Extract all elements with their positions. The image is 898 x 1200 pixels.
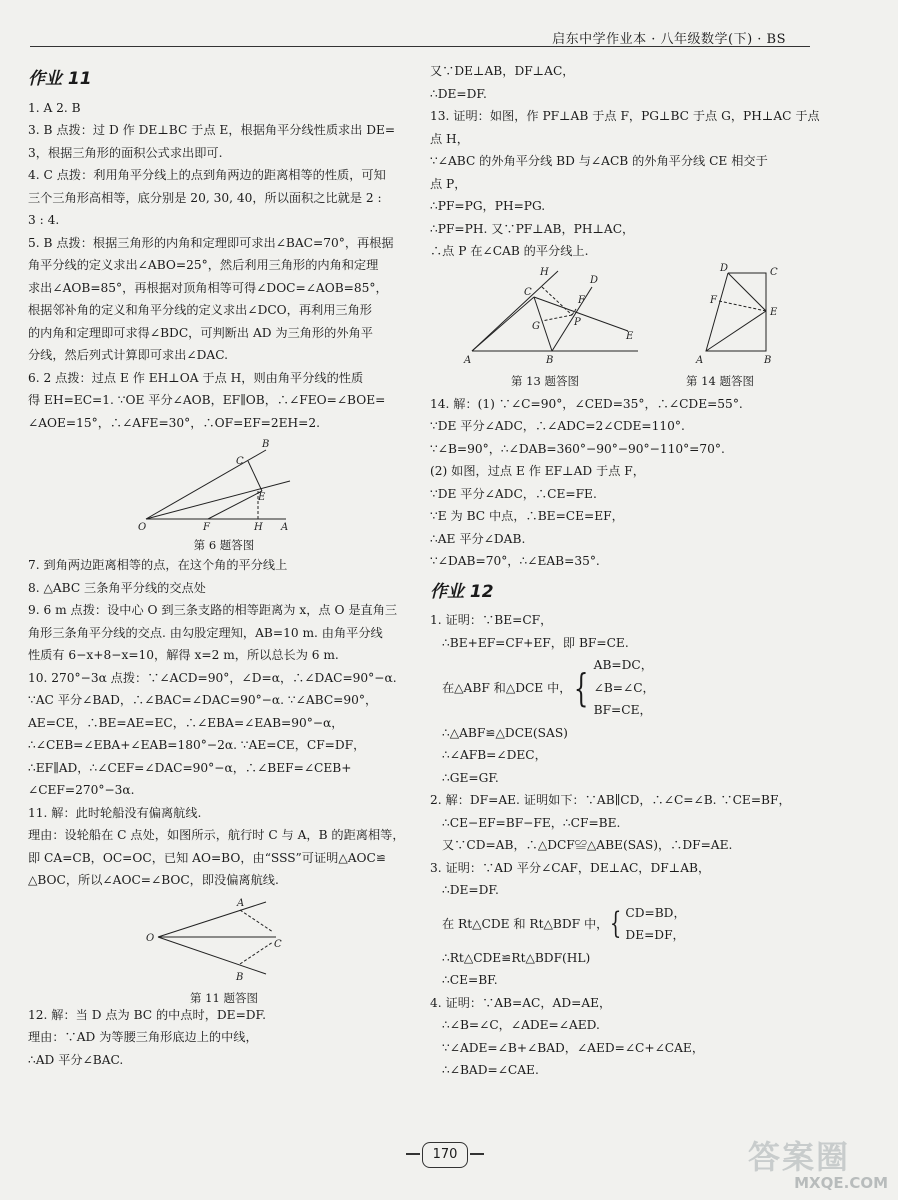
text-line: ∴AE 平分∠DAB. <box>430 531 526 546</box>
text-line: 理由：∵AD 为等腰三角形底边上的中线， <box>28 1030 258 1044</box>
fig14-label-d: D <box>720 262 729 274</box>
fig11-label-a: A <box>237 897 245 909</box>
text-line: ∵AC 平分∠BAD，∴∠BAC=∠DAC=90°−α. ∵∠ABC=90°， <box>28 693 378 707</box>
fig14-label-c: C <box>770 266 778 278</box>
fig6-label-b: B <box>262 439 270 450</box>
q3-line: ∴Rt△CDE≌Rt△BDF(HL) <box>442 950 591 965</box>
text-line: 性质有 6−x+8−x=10，解得 x=2 m，所以总长为 6 m. <box>28 648 339 662</box>
watermark-mark: 答案圈 <box>748 1138 851 1176</box>
fig13-label-a: A <box>464 354 472 366</box>
fig14-label-f: F <box>710 294 717 306</box>
page-header <box>30 22 810 47</box>
text-line: 的内角和定理即可求得∠BDC，可判断出 AD 为三角形的外角平 <box>28 325 373 340</box>
text-line: 1. A 2. B <box>28 100 81 115</box>
fig13-label-h: H <box>540 266 549 278</box>
fig6-label-o: O <box>138 522 147 533</box>
text-line: 点 H， <box>430 131 469 146</box>
text-line: 即 CA=CB，OC=OC，已知 AO=BO，由“SSS”可证明△AOC≌ <box>28 850 387 865</box>
q3-condition: CD=BD， <box>625 905 686 920</box>
text-line: 13. 证明：如图，作 PF⊥AB 于点 F，PG⊥BC 于点 G，PH⊥AC 于点 <box>430 109 820 123</box>
text-line: ∴∠CEB=∠EBA+∠EAB=180°−2α. ∵AE=CE，CF=DF， <box>28 738 366 752</box>
fig11-label-c: C <box>274 938 282 950</box>
fig13-label-b: B <box>546 354 554 366</box>
q1-condition: AB=DC， <box>593 658 653 672</box>
fig13-label-f: F <box>578 294 585 306</box>
answers-block-7-11 <box>28 554 420 892</box>
text-line: 4. 证明：∵AB=AC，AD=AE， <box>430 995 612 1010</box>
text-line: ∴∠BAD=∠CAE. <box>442 1063 539 1077</box>
fig13-label-d: D <box>590 274 599 286</box>
q1-system-label: 在△ABF 和△DCE 中， <box>442 680 572 695</box>
q3-line: ∴DE=DF. <box>442 883 499 897</box>
q1-condition: BF=CE， <box>593 703 652 717</box>
text-line: 分线，然后列式计算即可求出∠DAC. <box>28 348 228 362</box>
text-line: (2) 如图，过点 E 作 EF⊥AD 于点 F， <box>430 464 645 478</box>
fig6-label-e: E <box>258 492 266 503</box>
answers-block-12 <box>28 1004 420 1072</box>
text-line: 10. 270°−3α 点拨：∵∠ACD=90°，∠D=α，∴∠DAC=90°−α. <box>28 670 397 685</box>
text-line: 14. 解：(1) ∵∠C=90°，∠CED=35°，∴∠CDE=55°. <box>430 396 743 411</box>
text-line: 角形三条角平分线的交点. 由勾股定理知，AB=10 m. 由角平分线 <box>28 625 383 640</box>
figure-11 <box>28 892 420 1004</box>
text-line: ∴点 P 在∠CAB 的平分线上. <box>430 244 589 258</box>
text-line: 得 EH=EC=1. ∵OE 平分∠AOB，EF∥OB，∴∠FEO=∠BOE= <box>28 393 386 407</box>
figure-13-14-diagram <box>430 263 814 371</box>
fig11-label-o: O <box>146 932 155 944</box>
answers-block-12-13 <box>430 60 820 263</box>
fig14-label-e: E <box>770 306 778 318</box>
text-line: ∠CEF=270°−3α. <box>28 783 135 797</box>
text-line: 3 : 4. <box>28 213 60 227</box>
fig6-label-f: F <box>203 522 210 533</box>
fig6-label-a: A <box>281 522 289 533</box>
fig6-label-c: C <box>236 456 244 467</box>
text-line: 2. 解：DF=AE. 证明如下：∵AB∥CD，∴∠C=∠B. ∵CE=BF， <box>430 793 791 807</box>
text-line: ∵DE 平分∠ADC，∴∠ADC=2∠CDE=110°. <box>430 419 685 433</box>
text-line: 12. 解：当 D 点为 BC 的中点时，DE=DF. <box>28 1007 266 1022</box>
text-line: 根据邻补角的定义和角平分线的定义求出∠DCO，再利用三角形 <box>28 303 372 317</box>
figures-13-14 <box>430 263 814 393</box>
left-column <box>28 60 420 1071</box>
answer-12-4 <box>430 992 814 1082</box>
brace-symbol: { <box>610 906 622 941</box>
text-line: 又∵DE⊥AB，DF⊥AC， <box>430 64 575 78</box>
text-line: ∴AD 平分∠BAC. <box>28 1052 124 1067</box>
fig13-label-g: G <box>532 320 540 332</box>
answers-block-14 <box>430 393 814 573</box>
figure-13-caption: 第 13 题答图 <box>511 374 579 388</box>
text-line: 三个三角形高相等，底分别是 20, 30, 40，所以面积之比就是 2 : <box>28 190 382 205</box>
text-line: 角平分线的定义求出∠ABO=25°，然后利用三角形的内角和定理 <box>28 258 379 272</box>
text-line: ∵DE 平分∠ADC，∴CE=FE. <box>430 486 597 501</box>
figure-14-caption: 第 14 题答图 <box>686 374 754 388</box>
q1-system <box>430 654 814 722</box>
text-line: 5. B 点拨：根据三角形的内角和定理即可求出∠BAC=70°，再根据 <box>28 235 394 250</box>
answer-12-3 <box>430 857 814 992</box>
text-line: ∴PF=PG，PH=PG. <box>430 199 546 213</box>
section-title-11: 作业 11 <box>28 69 92 89</box>
fig13-label-p: P <box>574 316 581 328</box>
text-line: ∵∠DAB=70°，∴∠EAB=35°. <box>430 554 600 568</box>
text-line: 7. 到角两边距离相等的点，在这个角的平分线上 <box>28 558 288 572</box>
text-line: ∵∠ADE=∠B+∠BAD，∠AED=∠C+∠CAE， <box>442 1040 705 1055</box>
text-line: 6. 2 点拨：过点 E 作 EH⊥OA 于点 H，则由角平分线的性质 <box>28 370 364 385</box>
fig6-label-h: H <box>254 522 263 533</box>
figure-6-diagram <box>28 434 420 538</box>
brace-symbol: { <box>574 665 589 710</box>
text-line: 9. 6 m 点拨：设中心 O 到三条支路的相等距离为 x，点 O 是直角三 <box>28 603 398 617</box>
page-number: 170 <box>422 1142 468 1168</box>
page-number-rule-left <box>406 1153 420 1155</box>
text-line: 理由：设轮船在 C 点处，如图所示，航行时 C 与 A，B 的距离相等， <box>28 828 405 842</box>
text-line: ∵E 为 BC 中点，∴BE=CE=EF， <box>430 509 624 523</box>
fig14-label-b: B <box>764 354 772 366</box>
figure-11-caption: 第 11 题答图 <box>190 991 258 1005</box>
text-line: 点 P， <box>430 176 467 191</box>
text-line: ∵∠B=90°，∴∠DAB=360°−90°−90°−110°=70°. <box>430 441 725 456</box>
q3-system <box>430 902 814 947</box>
q3-system-label: 在 Rt△CDE 和 Rt△BDF 中， <box>442 916 609 931</box>
right-column <box>430 60 820 1082</box>
text-line: 4. C 点拨：利用角平分线上的点到角两边的距离相等的性质，可知 <box>28 168 386 182</box>
q1-line: 1. 证明：∵BE=CF， <box>430 613 553 627</box>
q1-line: ∴BE+EF=CF+EF，即 BF=CE. <box>442 635 629 650</box>
fig13-label-c: C <box>524 286 532 298</box>
answer-12-2 <box>430 789 814 857</box>
answers-block-1-6 <box>28 97 420 435</box>
figure-6-caption: 第 6 题答图 <box>193 537 255 552</box>
text-line: ∴DE=DF. <box>430 86 487 101</box>
text-line: ∴PF=PH. 又∵PF⊥AB，PH⊥AC， <box>430 221 635 236</box>
figure-11-diagram <box>28 892 420 982</box>
q1-line: ∴GE=GF. <box>442 770 499 785</box>
text-line: 又∵CD=AB，∴△DCF≌△ABE(SAS)，∴DF=AE. <box>442 838 733 852</box>
section-title-12: 作业 12 <box>430 581 494 602</box>
q3-condition: DE=DF， <box>625 928 685 942</box>
fig14-label-a: A <box>696 354 704 366</box>
text-line: 11. 解：此时轮船没有偏离航线. <box>28 805 202 820</box>
watermark <box>748 1132 888 1192</box>
text-line: 3. B 点拨：过 D 作 DE⊥BC 于点 E，根据角平分线性质求出 DE= <box>28 123 396 137</box>
fig11-label-b: B <box>236 971 244 982</box>
fig13-label-e: E <box>626 330 634 342</box>
text-line: ∠AOE=15°，∴∠AFE=30°，∴OF=EF=2EH=2. <box>28 415 320 430</box>
text-line: ∴EF∥AD，∴∠CEF=∠DAC=90°−α，∴∠BEF=∠CEB+ <box>28 760 352 775</box>
header-title: 启东中学作业本 · 八年级数学(下) · BS <box>552 32 786 47</box>
page-number-rule-right <box>470 1153 484 1155</box>
q3-line: ∴CE=BF. <box>442 973 498 987</box>
q1-line: ∴△ABF≌△DCE(SAS) <box>442 725 568 740</box>
text-line: 3，根据三角形的面积公式求出即可. <box>28 145 223 160</box>
text-line: ∵∠ABC 的外角平分线 BD 与∠ACB 的外角平分线 CE 相交于 <box>430 154 768 168</box>
q1-condition: ∠B=∠C， <box>593 680 655 695</box>
text-line: 求出∠AOB=85°，再根据对顶角相等可得∠DOC=∠AOB=85°， <box>28 280 388 295</box>
text-line: 8. △ABC 三条角平分线的交点处 <box>28 580 206 595</box>
text-line: AE=CE，∴BE=AE=EC，∴∠EBA=∠EAB=90°−α， <box>28 715 344 730</box>
text-line: ∴∠B=∠C，∠ADE=∠AED. <box>442 1018 600 1032</box>
answer-12-1 <box>430 609 814 789</box>
watermark-url: MXQE.COM <box>794 1174 888 1192</box>
figure-6 <box>28 434 420 554</box>
q3-line: 3. 证明：∵AD 平分∠CAF，DE⊥AC，DF⊥AB， <box>430 860 711 875</box>
q1-line: ∴∠AFB=∠DEC， <box>442 748 547 762</box>
text-line: △BOC，所以∠AOC=∠BOC，即没偏离航线. <box>28 873 279 887</box>
text-line: ∴CE−EF=BF−FE，∴CF=BE. <box>442 815 621 830</box>
